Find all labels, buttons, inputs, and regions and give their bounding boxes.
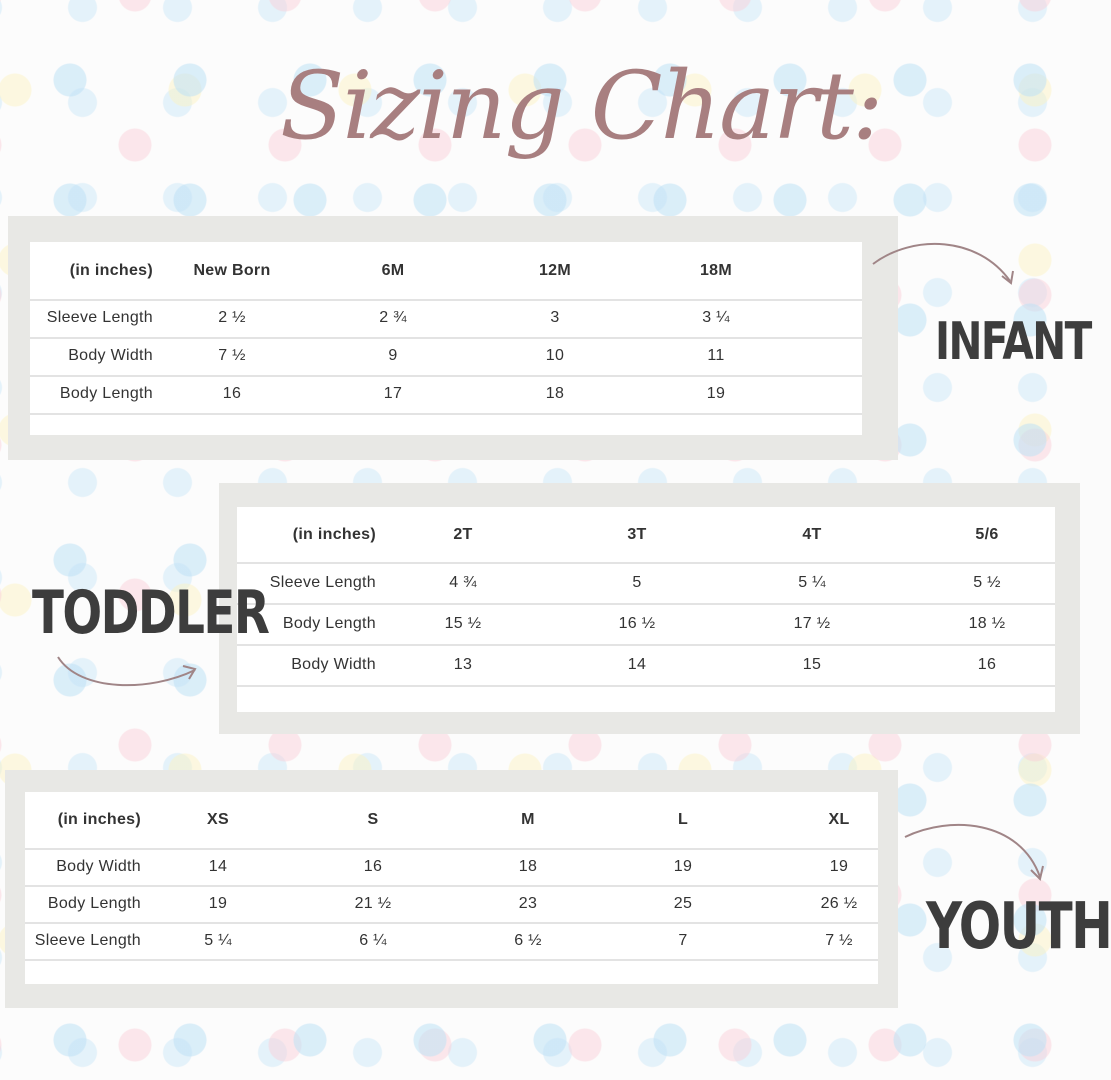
table-cell: 13: [453, 655, 473, 673]
header-col: 18M: [699, 261, 733, 279]
table-cell: 17 ½: [793, 614, 831, 632]
table-cell: 2 ½: [218, 309, 246, 326]
toddler-table: [237, 507, 1055, 712]
table-cell: 19: [706, 385, 726, 402]
row-label: Sleeve Length: [46, 309, 153, 326]
table-cell: 3: [550, 309, 560, 326]
header-col: 5/6: [975, 525, 999, 543]
table-cell: 6 ½: [514, 931, 542, 949]
table-cell: 16 ½: [618, 614, 656, 632]
table-cell: 6 ¼: [359, 931, 387, 949]
youth-panel: [5, 770, 898, 1008]
row-label: Body Width: [56, 857, 141, 875]
table-row: [30, 299, 862, 339]
table-cell: 10: [545, 347, 565, 364]
table-cell: 16: [363, 857, 383, 875]
table-cell: 15 ½: [444, 614, 482, 632]
table-cell: 16: [977, 655, 997, 673]
row-label: Body Length: [282, 614, 376, 632]
header-col: XL: [828, 811, 850, 828]
header-unit: (in inches): [292, 525, 376, 543]
table-row: [237, 644, 1055, 687]
table-cell: 7 ½: [825, 931, 853, 949]
header-col: S: [367, 811, 379, 828]
table-cell: 16: [222, 385, 242, 402]
curved-arrow-icon: [55, 652, 205, 702]
table-cell: 5 ½: [973, 573, 1001, 591]
table-header-row: [237, 507, 1055, 564]
table-cell: 7: [678, 931, 688, 949]
table-cell: 21 ½: [354, 894, 392, 912]
table-row: [237, 603, 1055, 646]
table-cell: 4 ¾: [449, 573, 477, 591]
table-cell: 23: [518, 894, 538, 912]
header-col: 2T: [453, 525, 473, 543]
curved-arrow-icon: [900, 815, 1050, 885]
header-unit: (in inches): [69, 261, 153, 279]
youth-label: YOUTH: [926, 890, 1111, 964]
header-col: 3T: [627, 525, 647, 543]
curved-arrow-icon: [868, 236, 1018, 296]
table-cell: 9: [388, 347, 398, 364]
toddler-label: TODDLER: [32, 578, 269, 648]
header-unit: (in inches): [57, 811, 141, 828]
table-row: [25, 885, 878, 924]
table-cell: 3 ¼: [702, 309, 730, 326]
table-cell: 19: [829, 857, 849, 875]
table-row: [30, 337, 862, 377]
table-cell: 7 ½: [218, 347, 246, 364]
table-row: [25, 848, 878, 887]
toddler-panel: [219, 483, 1080, 734]
page-title-text: Sizing Chart:: [280, 52, 882, 161]
youth-table: [25, 792, 878, 984]
row-label: Sleeve Length: [269, 573, 376, 591]
table-cell: 5 ¼: [204, 931, 232, 949]
table-cell: 14: [627, 655, 647, 673]
header-col: M: [521, 811, 535, 828]
table-cell: 19: [208, 894, 228, 912]
table-cell: 25: [673, 894, 693, 912]
page-title: [270, 18, 882, 193]
table-cell: 19: [673, 857, 693, 875]
table-cell: 2 ¾: [379, 309, 407, 326]
table-cell: 18 ½: [968, 614, 1006, 632]
header-col: New Born: [193, 261, 271, 279]
table-cell: 26 ½: [820, 894, 858, 912]
row-label: Body Length: [59, 385, 153, 402]
header-col: 4T: [802, 525, 822, 543]
table-header-row: [30, 242, 862, 301]
infant-label: INFANT: [935, 312, 1091, 372]
table-cell: 11: [707, 347, 725, 364]
table-cell: 15: [802, 655, 822, 673]
row-label: Body Length: [47, 894, 141, 912]
header-col: 12M: [538, 261, 572, 279]
table-row: [30, 375, 862, 415]
header-col: 6M: [381, 261, 405, 279]
row-label: Sleeve Length: [34, 931, 141, 949]
table-header-row: [25, 792, 878, 850]
row-label: Body Width: [68, 347, 153, 364]
header-col: L: [677, 811, 689, 828]
table-cell: 17: [383, 385, 403, 402]
table-row: [25, 922, 878, 961]
table-cell: 5 ¼: [798, 573, 826, 591]
table-cell: 14: [208, 857, 228, 875]
header-col: XS: [207, 811, 229, 828]
infant-table: [30, 242, 862, 435]
table-cell: 18: [518, 857, 538, 875]
infant-panel: [8, 216, 898, 460]
table-row: [237, 562, 1055, 605]
table-cell: 5: [632, 573, 642, 591]
table-cell: 18: [545, 385, 565, 402]
row-label: Body Width: [291, 655, 376, 673]
